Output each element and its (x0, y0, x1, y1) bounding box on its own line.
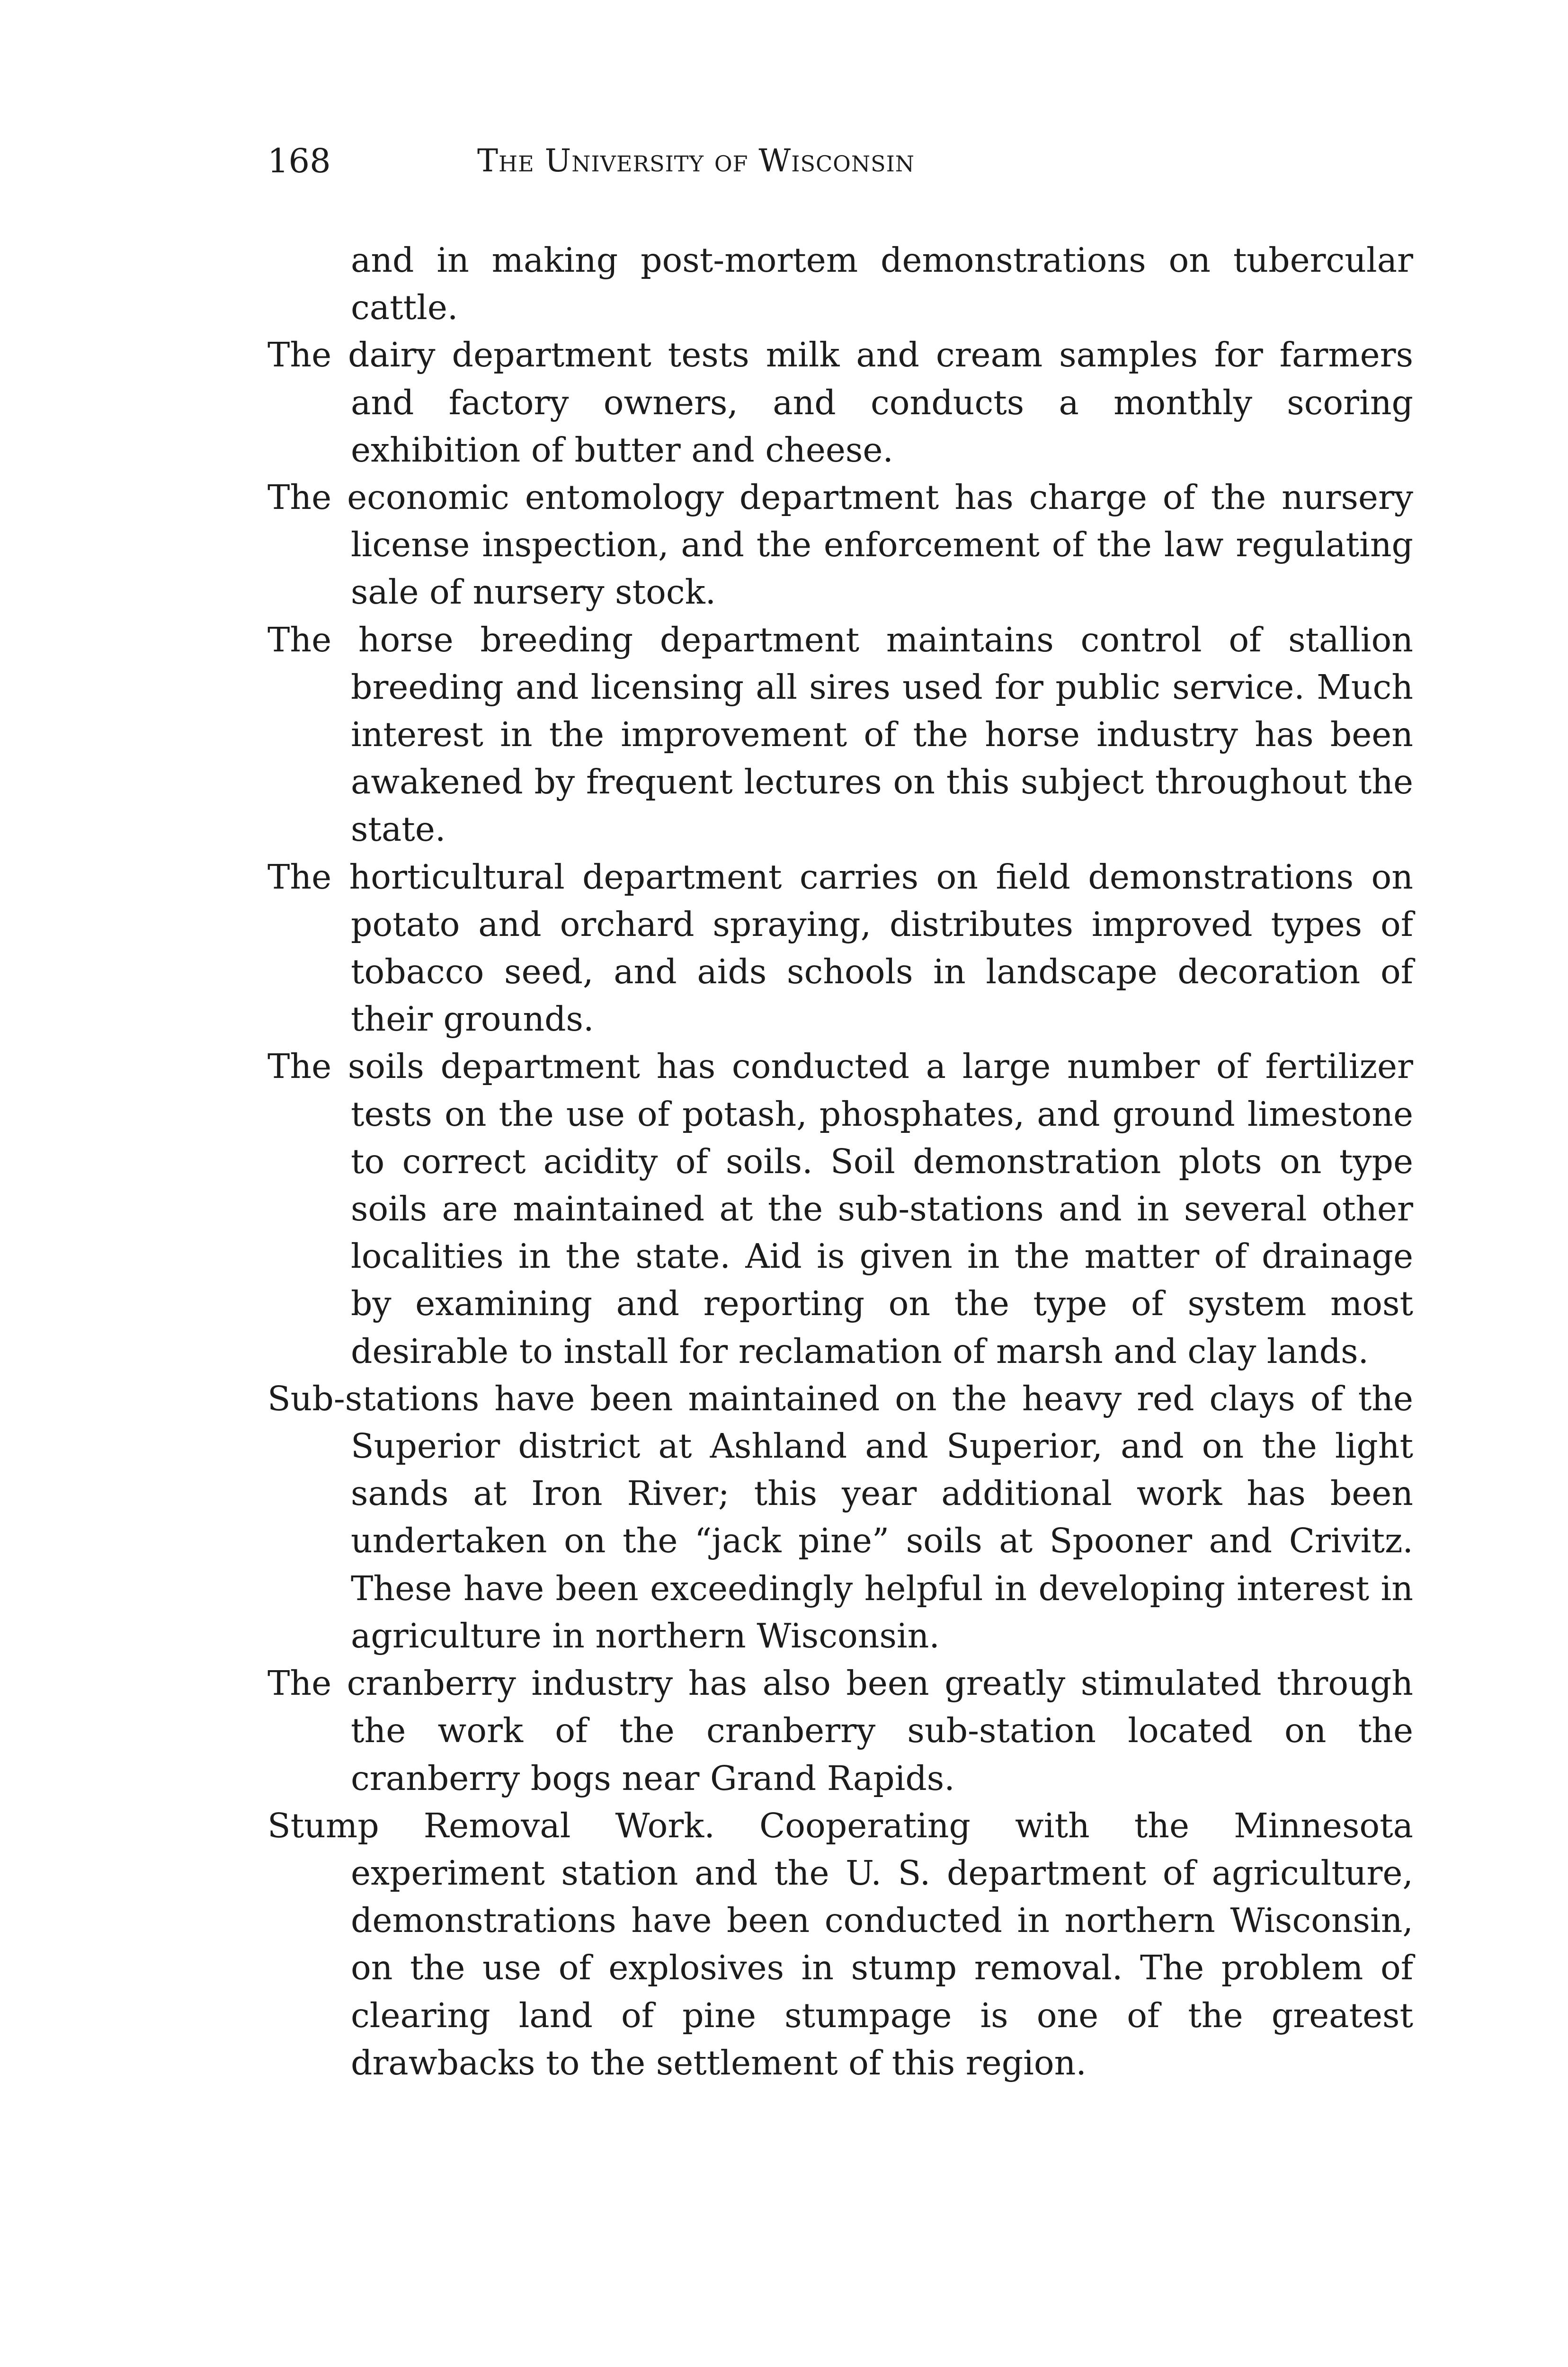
paragraph-stump-removal: Stump Removal Work. Cooperating with the Minnesota experiment station and the U. S. department of agriculture, demonstrations have been conducted in northern Wisconsin, on the use of explosives in stump removal. The problem of clearing land of pine stumpage is one of the greatest drawbacks to the settlement of this region. (267, 1806, 1413, 2082)
paragraph-cranberry: The cranberry industry has also been greatly stimulated through the work of the cranberry sub-station located on the cranberry bogs near Grand Rapids. (267, 1664, 1413, 1798)
page-number: 168 (267, 142, 331, 180)
paragraph-soils: The soils department has conducted a large number of fertilizer tests on the use of potash, phosphates, and ground limestone to correct acidity of soils. Soil demonstration plots on type soils are maintained at the sub-stations and in several other localities in the state. Aid is given in the matter of drainage by examining and reporting on the type of system most desirable to install for reclamation of marsh and clay lands. (267, 1047, 1413, 1371)
running-title: The University of Wisconsin (477, 142, 915, 179)
paragraph-horse-breeding: The horse breeding department maintains control of stallion breeding and licensing all sires used for public service. Much interest in the improvement of the horse industry has been awakened by frequent lectures on this subject throughout the state. (267, 620, 1413, 849)
paragraph-entomology: The economic entomology department has charge of the nursery license inspection, and the enforcement of the law regulating sale of nursery stock. (267, 478, 1413, 612)
page-header (267, 140, 1124, 192)
paragraph-sub-stations: Sub-stations have been maintained on the heavy red clays of the Superior district at Ashland and Superior, and on the light sands at Iron River; this year additional work has been undertaken on the “jack pine” soils at Spooner and Crivitz. These have been exceedingly helpful in developing interest in agriculture in northern Wisconsin. (267, 1379, 1413, 1655)
body-text (267, 237, 1413, 2087)
paragraph-dairy: The dairy department tests milk and cream samples for farmers and factory owners, and conducts a monthly scoring exhibition of butter and cheese. (267, 335, 1413, 470)
paragraph-horticultural: The horticultural department carries on field demonstrations on potato and orchard spraying, distributes improved types of tobacco seed, and aids schools in landscape decoration of their grounds. (267, 857, 1413, 1039)
paragraph-continuation: and in making post-mortem demonstrations on tubercular cattle. (351, 240, 1413, 328)
